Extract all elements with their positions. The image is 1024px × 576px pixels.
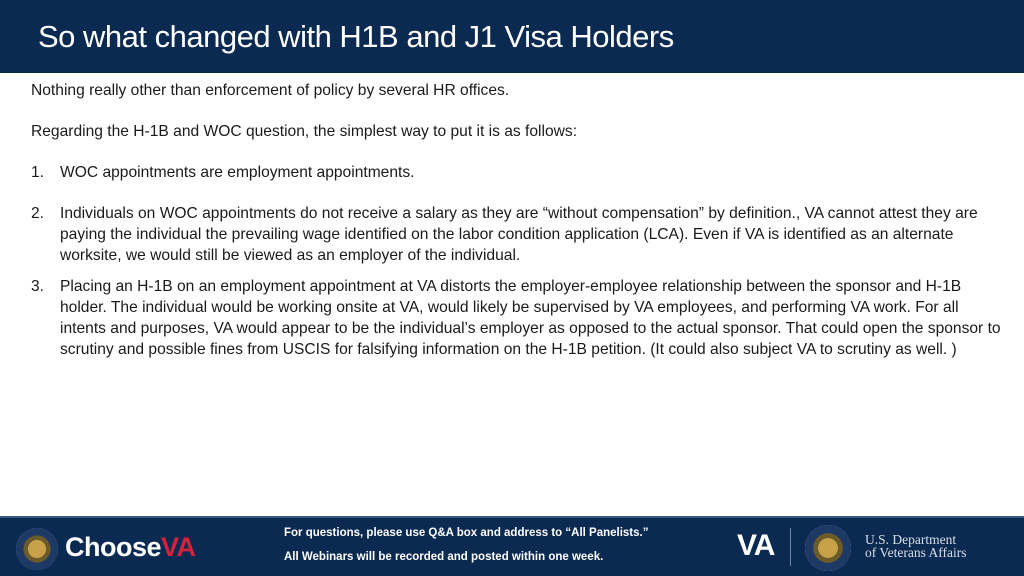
dept-line-1: U.S. Department	[865, 532, 957, 547]
title-bar	[0, 0, 1024, 73]
list-number: 3.	[31, 278, 45, 295]
list-text: WOC appointments are employment appointments.	[60, 164, 415, 181]
brand-va: VA	[161, 532, 196, 562]
question-paragraph: Regarding the H-1B and WOC question, the simplest way to put it is as follows:	[31, 123, 578, 140]
list-text: Individuals on WOC appointments do not receive a salary as they are “without compensation” by definition., VA cannot attest they are paying the individual the prevailing wage identified on the labor condition application (LCA). Even if VA is identified as an alternate worksite, we would still be viewed as an employer of the individual.	[60, 205, 978, 264]
va-seal-icon	[805, 525, 851, 571]
slide-title: So what changed with H1B and J1 Visa Holders	[38, 18, 674, 54]
list-text: Placing an H-1B on an employment appointment at VA distorts the employer-employee relationship between the sponsor and H-1B holder. The individual would be working onsite at VA, would likely be supervised by VA employees, and performing VA work. For all intents and purposes, VA would appear to be the individual’s employer as opposed to the actual sponsor. That could open the sponsor to scrutiny and possible fines from USCIS for falsifying information on the H-1B petition. (It could also subject VA to scrutiny as well. )	[60, 278, 1001, 358]
list-item	[31, 276, 1006, 360]
va-seal-icon	[16, 528, 58, 570]
list-item	[31, 162, 1006, 183]
footer-bar	[0, 516, 1024, 576]
footer-divider	[0, 516, 1024, 518]
recording-note: All Webinars will be recorded and posted within one week.	[284, 551, 604, 563]
intro-paragraph: Nothing really other than enforcement of policy by several HR offices.	[31, 82, 510, 99]
questions-note: For questions, please use Q&A box and address to “All Panelists.”	[284, 527, 649, 539]
numbered-list	[31, 162, 1006, 360]
logo-divider	[790, 528, 791, 566]
list-number: 1.	[31, 164, 45, 181]
department-name	[865, 533, 966, 559]
dept-line-2: of Veterans Affairs	[865, 545, 967, 560]
brand-choose: Choose	[65, 532, 162, 562]
va-logo: VA	[737, 529, 775, 562]
list-item	[31, 203, 1006, 266]
choose-va-logo	[65, 532, 196, 563]
list-number: 2.	[31, 205, 45, 222]
